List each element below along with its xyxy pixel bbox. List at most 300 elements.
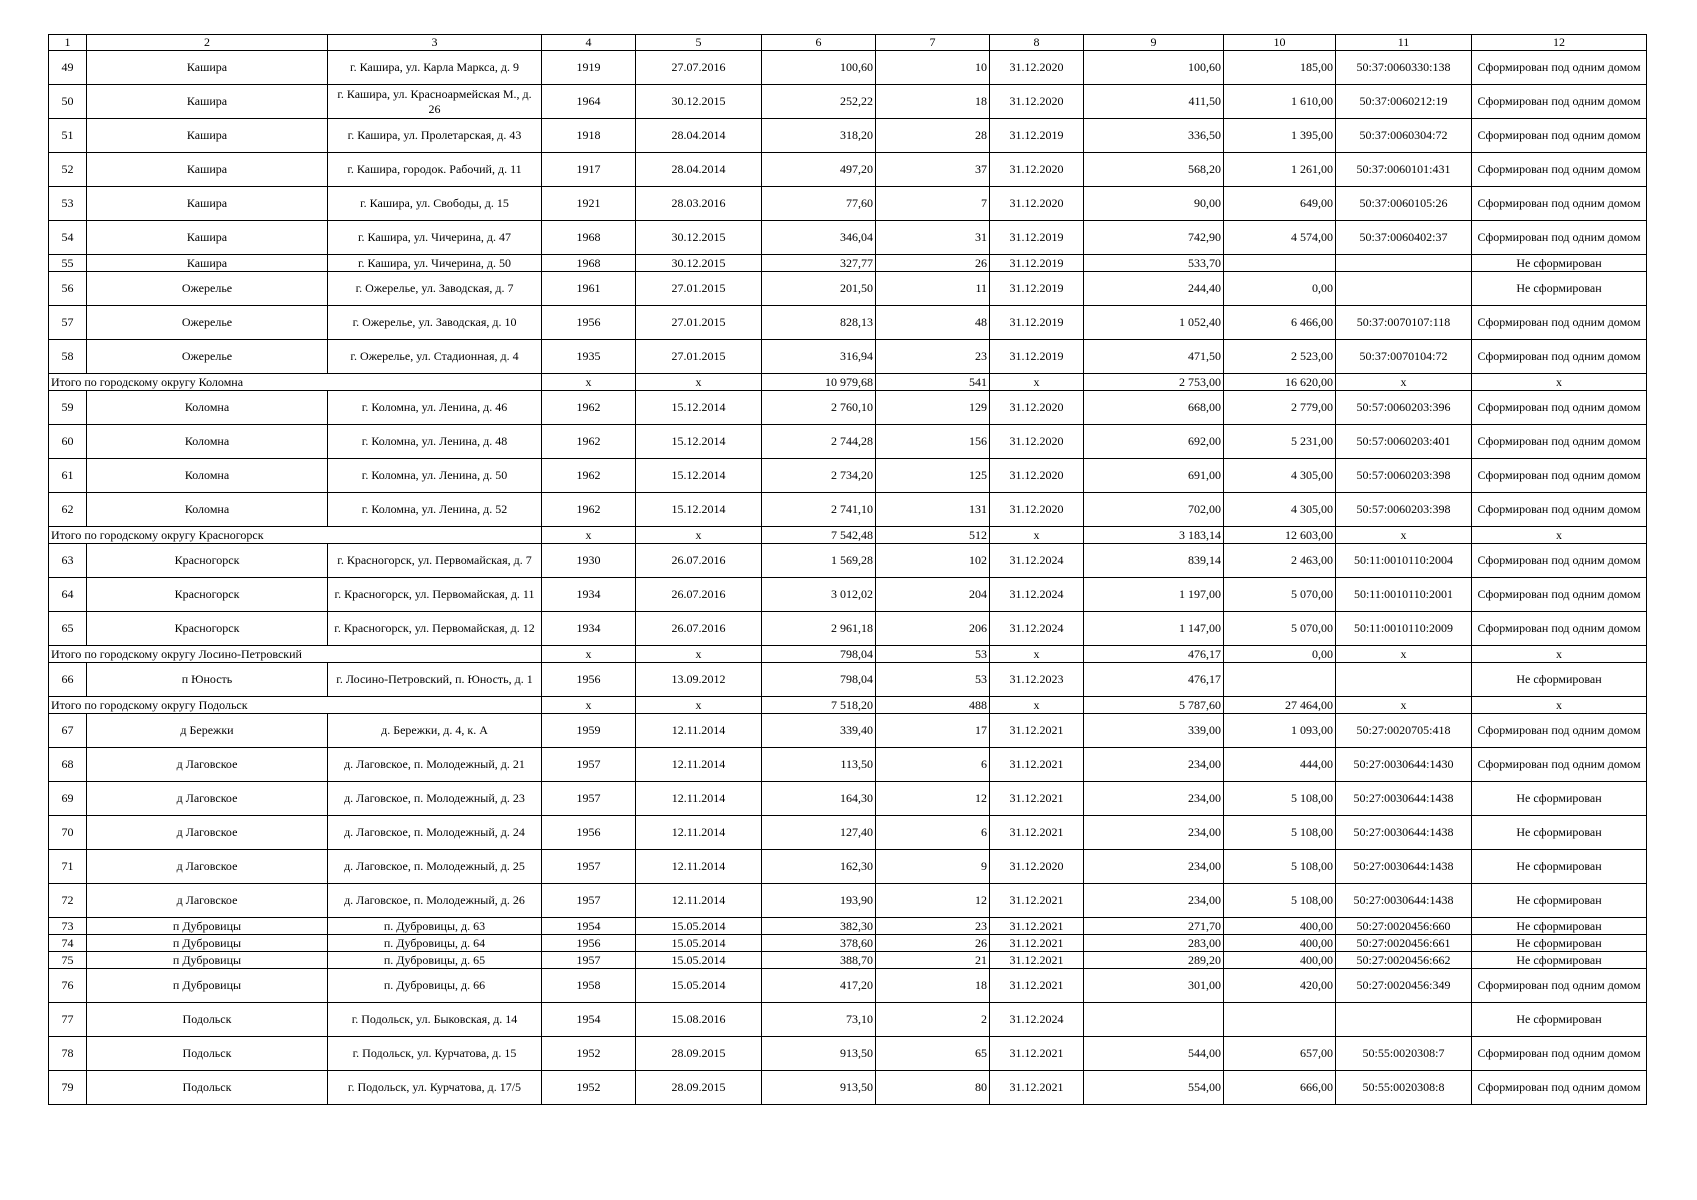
table-cell: Не сформирован [1472, 918, 1647, 935]
table-cell: 1964 [542, 85, 636, 119]
table-cell: 31 [876, 221, 990, 255]
table-row [49, 187, 1647, 221]
table-cell: 54 [49, 221, 87, 255]
table-cell: 73,10 [762, 1003, 876, 1037]
table-cell: г. Красногорск, ул. Первомайская, д. 12 [328, 612, 542, 646]
table-cell: 1962 [542, 459, 636, 493]
table-cell: Сформирован под одним домом [1472, 714, 1647, 748]
table-cell: г. Подольск, ул. Быковская, д. 14 [328, 1003, 542, 1037]
table-cell: Не сформирован [1472, 952, 1647, 969]
subtotal-cell: 2 753,00 [1084, 374, 1224, 391]
table-cell: г. Кашира, ул. Красноармейская М., д. 26 [328, 85, 542, 119]
table-cell: Кашира [87, 85, 328, 119]
table-cell: д Лаговское [87, 884, 328, 918]
table-cell: 30.12.2015 [636, 85, 762, 119]
table-cell: Сформирован под одним домом [1472, 306, 1647, 340]
table-cell: 48 [876, 306, 990, 340]
table-cell: 50:55:0020308:7 [1336, 1037, 1472, 1071]
table-cell: Сформирован под одним домом [1472, 119, 1647, 153]
table-cell: 80 [876, 1071, 990, 1105]
table-cell: 66 [49, 663, 87, 697]
table-cell: 21 [876, 952, 990, 969]
table-cell: 27.01.2015 [636, 272, 762, 306]
table-cell: 1954 [542, 1003, 636, 1037]
table-cell: д Лаговское [87, 782, 328, 816]
table-cell: д. Лаговское, п. Молодежный, д. 23 [328, 782, 542, 816]
table-cell: 12 [876, 782, 990, 816]
table-cell: 27.01.2015 [636, 340, 762, 374]
table-cell: 1957 [542, 782, 636, 816]
table-cell: 1918 [542, 119, 636, 153]
table-cell: 50:37:0060304:72 [1336, 119, 1472, 153]
subtotal-cell: 512 [876, 527, 990, 544]
table-cell: 1919 [542, 51, 636, 85]
table-cell: 244,40 [1084, 272, 1224, 306]
table-cell: п Дубровицы [87, 918, 328, 935]
table-cell: 5 108,00 [1224, 884, 1336, 918]
table-cell: 2 [876, 1003, 990, 1037]
table-cell: п. Дубровицы, д. 63 [328, 918, 542, 935]
table-cell: 388,70 [762, 952, 876, 969]
table-cell [1336, 255, 1472, 272]
table-cell: 26.07.2016 [636, 544, 762, 578]
table-cell: 6 [876, 816, 990, 850]
table-cell: 1956 [542, 306, 636, 340]
subtotal-cell: 488 [876, 697, 990, 714]
table-cell: 23 [876, 340, 990, 374]
table-cell [1084, 1003, 1224, 1037]
table-cell [1336, 663, 1472, 697]
table-row [49, 1037, 1647, 1071]
table-cell: 50:37:0070107:118 [1336, 306, 1472, 340]
table-cell: 17 [876, 714, 990, 748]
table-body [49, 35, 1647, 1105]
subtotal-cell: 798,04 [762, 646, 876, 663]
table-cell: 50:27:0030644:1438 [1336, 884, 1472, 918]
table-row [49, 544, 1647, 578]
table-cell: 50:57:0060203:398 [1336, 459, 1472, 493]
subtotal-cell: 27 464,00 [1224, 697, 1336, 714]
table-cell: 28.04.2014 [636, 153, 762, 187]
table-cell: 234,00 [1084, 850, 1224, 884]
table-row [49, 119, 1647, 153]
table-cell: 31.12.2020 [990, 850, 1084, 884]
table-row [49, 221, 1647, 255]
table-cell: 649,00 [1224, 187, 1336, 221]
subtotal-cell: 541 [876, 374, 990, 391]
table-cell: Кашира [87, 153, 328, 187]
table-cell: 301,00 [1084, 969, 1224, 1003]
table-cell: 666,00 [1224, 1071, 1336, 1105]
table-cell: г. Кашира, городок. Рабочий, д. 11 [328, 153, 542, 187]
table-cell: 18 [876, 85, 990, 119]
table-cell: 7 [876, 187, 990, 221]
subtotal-cell: 0,00 [1224, 646, 1336, 663]
table-cell: г. Ожерелье, ул. Заводская, д. 7 [328, 272, 542, 306]
table-cell: 1962 [542, 425, 636, 459]
table-cell: Сформирован под одним домом [1472, 612, 1647, 646]
table-cell: 31.12.2024 [990, 544, 1084, 578]
table-cell: 1956 [542, 935, 636, 952]
table-cell: Не сформирован [1472, 272, 1647, 306]
table-cell: 50:37:0070104:72 [1336, 340, 1472, 374]
table-cell: 62 [49, 493, 87, 527]
subtotal-label: Итого по городскому округу Красногорск [49, 527, 542, 544]
table-cell: 702,00 [1084, 493, 1224, 527]
table-cell: 13.09.2012 [636, 663, 762, 697]
table-cell: г. Подольск, ул. Курчатова, д. 17/5 [328, 1071, 542, 1105]
column-number-cell: 3 [328, 35, 542, 51]
table-cell: 15.05.2014 [636, 969, 762, 1003]
table-cell: 1956 [542, 663, 636, 697]
table-cell: 50:27:0030644:1430 [1336, 748, 1472, 782]
table-cell: 420,00 [1224, 969, 1336, 1003]
table-cell: г. Кашира, ул. Чичерина, д. 50 [328, 255, 542, 272]
table-cell: п. Дубровицы, д. 66 [328, 969, 542, 1003]
subtotal-cell: х [636, 646, 762, 663]
table-row [49, 884, 1647, 918]
table-cell: 61 [49, 459, 87, 493]
table-cell: 49 [49, 51, 87, 85]
subtotal-cell: х [542, 527, 636, 544]
subtotal-cell: х [990, 374, 1084, 391]
table-cell: 5 108,00 [1224, 850, 1336, 884]
table-cell: Сформирован под одним домом [1472, 187, 1647, 221]
subtotal-cell: х [1336, 374, 1472, 391]
table-cell: Коломна [87, 493, 328, 527]
table-cell: 15.05.2014 [636, 918, 762, 935]
table-cell: 336,50 [1084, 119, 1224, 153]
column-number-cell: 9 [1084, 35, 1224, 51]
table-cell: Подольск [87, 1037, 328, 1071]
table-cell: 77,60 [762, 187, 876, 221]
table-cell: 691,00 [1084, 459, 1224, 493]
table-cell: 31.12.2023 [990, 663, 1084, 697]
table-cell: 1930 [542, 544, 636, 578]
table-cell: 28.09.2015 [636, 1071, 762, 1105]
column-number-cell: 10 [1224, 35, 1336, 51]
table-cell: г. Красногорск, ул. Первомайская, д. 7 [328, 544, 542, 578]
table-cell: 5 108,00 [1224, 816, 1336, 850]
table-cell: 9 [876, 850, 990, 884]
column-number-cell: 1 [49, 35, 87, 51]
table-cell: 15.08.2016 [636, 1003, 762, 1037]
table-cell: 1 261,00 [1224, 153, 1336, 187]
table-cell: Красногорск [87, 544, 328, 578]
table-cell: д Лаговское [87, 748, 328, 782]
table-cell: Не сформирован [1472, 255, 1647, 272]
table-cell: 289,20 [1084, 952, 1224, 969]
table-cell: 3 012,02 [762, 578, 876, 612]
table-cell: 31.12.2021 [990, 969, 1084, 1003]
table-cell: 31.12.2020 [990, 425, 1084, 459]
table-row [49, 969, 1647, 1003]
table-cell: п Дубровицы [87, 969, 328, 1003]
table-row [49, 391, 1647, 425]
table-cell: 127,40 [762, 816, 876, 850]
subtotal-cell: 53 [876, 646, 990, 663]
subtotal-label: Итого по городскому округу Коломна [49, 374, 542, 391]
table-cell: 10 [876, 51, 990, 85]
table-cell: г. Лосино-Петровский, п. Юность, д. 1 [328, 663, 542, 697]
table-cell: 4 574,00 [1224, 221, 1336, 255]
table-cell: 913,50 [762, 1071, 876, 1105]
table-cell: Сформирован под одним домом [1472, 391, 1647, 425]
housing-table [48, 34, 1647, 1105]
subtotal-cell: х [990, 646, 1084, 663]
table-cell: 1 569,28 [762, 544, 876, 578]
table-cell: Ожерелье [87, 272, 328, 306]
table-cell: д. Бережки, д. 4, к. А [328, 714, 542, 748]
table-row [49, 748, 1647, 782]
table-row [49, 935, 1647, 952]
table-cell: 65 [876, 1037, 990, 1071]
table-cell: 50:11:0010110:2009 [1336, 612, 1472, 646]
table-cell: 339,00 [1084, 714, 1224, 748]
subtotal-cell: х [636, 374, 762, 391]
table-cell: г. Красногорск, ул. Первомайская, д. 11 [328, 578, 542, 612]
subtotal-cell: 10 979,68 [762, 374, 876, 391]
table-cell: 52 [49, 153, 87, 187]
table-cell: 28.09.2015 [636, 1037, 762, 1071]
table-cell: 476,17 [1084, 663, 1224, 697]
table-cell: д Лаговское [87, 816, 328, 850]
table-cell: 1959 [542, 714, 636, 748]
column-number-cell: 4 [542, 35, 636, 51]
table-row [49, 782, 1647, 816]
subtotal-cell: х [542, 697, 636, 714]
subtotal-row [49, 697, 1647, 714]
table-cell: п. Дубровицы, д. 65 [328, 952, 542, 969]
subtotal-cell: х [990, 527, 1084, 544]
table-cell [1224, 663, 1336, 697]
table-row [49, 51, 1647, 85]
table-cell: 5 108,00 [1224, 782, 1336, 816]
table-cell: 201,50 [762, 272, 876, 306]
table-cell: 12.11.2014 [636, 782, 762, 816]
subtotal-label: Итого по городскому округу Подольск [49, 697, 542, 714]
column-number-cell: 11 [1336, 35, 1472, 51]
table-cell: 657,00 [1224, 1037, 1336, 1071]
table-cell: 28.03.2016 [636, 187, 762, 221]
table-cell: 51 [49, 119, 87, 153]
subtotal-cell: х [1472, 527, 1647, 544]
table-cell: 1956 [542, 816, 636, 850]
table-cell: 26.07.2016 [636, 578, 762, 612]
table-cell: 50:37:0060105:26 [1336, 187, 1472, 221]
table-cell: Коломна [87, 425, 328, 459]
table-cell [1224, 1003, 1336, 1037]
table-cell: 31.12.2019 [990, 306, 1084, 340]
table-cell: 1 197,00 [1084, 578, 1224, 612]
subtotal-cell: 3 183,14 [1084, 527, 1224, 544]
table-cell: 6 [876, 748, 990, 782]
table-cell: 15.12.2014 [636, 459, 762, 493]
table-cell: 1 147,00 [1084, 612, 1224, 646]
table-cell: 1935 [542, 340, 636, 374]
table-cell: Не сформирован [1472, 884, 1647, 918]
table-cell: Сформирован под одним домом [1472, 748, 1647, 782]
subtotal-cell: х [1336, 527, 1472, 544]
table-cell: Сформирован под одним домом [1472, 340, 1647, 374]
table-cell: 1957 [542, 952, 636, 969]
column-number-cell: 7 [876, 35, 990, 51]
table-cell: 568,20 [1084, 153, 1224, 187]
table-cell: 913,50 [762, 1037, 876, 1071]
table-cell: г. Ожерелье, ул. Стадионная, д. 4 [328, 340, 542, 374]
table-cell: 12.11.2014 [636, 816, 762, 850]
table-cell: 346,04 [762, 221, 876, 255]
table-cell: 798,04 [762, 663, 876, 697]
table-row [49, 578, 1647, 612]
table-cell: 28 [876, 119, 990, 153]
table-cell: 31.12.2021 [990, 714, 1084, 748]
table-cell: Кашира [87, 119, 328, 153]
table-cell: Подольск [87, 1071, 328, 1105]
table-row [49, 425, 1647, 459]
table-cell: 50:11:0010110:2001 [1336, 578, 1472, 612]
subtotal-cell: х [1336, 697, 1472, 714]
table-cell: 2 779,00 [1224, 391, 1336, 425]
subtotal-cell: 7 542,48 [762, 527, 876, 544]
table-cell: г. Коломна, ул. Ленина, д. 46 [328, 391, 542, 425]
table-cell: Не сформирован [1472, 816, 1647, 850]
table-cell: 1968 [542, 221, 636, 255]
table-cell: 2 961,18 [762, 612, 876, 646]
table-cell: д. Лаговское, п. Молодежный, д. 21 [328, 748, 542, 782]
table-cell: 252,22 [762, 85, 876, 119]
table-row [49, 459, 1647, 493]
table-cell: Сформирован под одним домом [1472, 1071, 1647, 1105]
subtotal-cell: х [542, 374, 636, 391]
table-cell: 1958 [542, 969, 636, 1003]
table-cell: 1952 [542, 1071, 636, 1105]
table-cell: 18 [876, 969, 990, 1003]
table-cell: 318,20 [762, 119, 876, 153]
table-cell: 206 [876, 612, 990, 646]
table-cell: 50:27:0020456:660 [1336, 918, 1472, 935]
subtotal-cell: 476,17 [1084, 646, 1224, 663]
table-cell: 55 [49, 255, 87, 272]
table-cell: 31.12.2020 [990, 51, 1084, 85]
table-cell: 50:27:0020456:661 [1336, 935, 1472, 952]
table-cell: 234,00 [1084, 884, 1224, 918]
subtotal-cell: х [636, 697, 762, 714]
table-cell: п Дубровицы [87, 952, 328, 969]
table-cell: Ожерелье [87, 340, 328, 374]
table-cell: Кашира [87, 221, 328, 255]
table-cell: 31.12.2019 [990, 119, 1084, 153]
table-cell: д. Лаговское, п. Молодежный, д. 25 [328, 850, 542, 884]
table-cell: 50:37:0060101:431 [1336, 153, 1472, 187]
table-cell: Сформирован под одним домом [1472, 51, 1647, 85]
table-cell: 400,00 [1224, 935, 1336, 952]
table-cell: 113,50 [762, 748, 876, 782]
table-cell: 411,50 [1084, 85, 1224, 119]
table-cell: 60 [49, 425, 87, 459]
column-number-cell: 8 [990, 35, 1084, 51]
table-cell: г. Кашира, ул. Чичерина, д. 47 [328, 221, 542, 255]
table-cell: 73 [49, 918, 87, 935]
subtotal-cell: 5 787,60 [1084, 697, 1224, 714]
subtotal-row [49, 527, 1647, 544]
table-cell: 271,70 [1084, 918, 1224, 935]
table-cell: Подольск [87, 1003, 328, 1037]
table-cell: д. Лаговское, п. Молодежный, д. 26 [328, 884, 542, 918]
table-cell: г. Кашира, ул. Пролетарская, д. 43 [328, 119, 542, 153]
table-cell: д Бережки [87, 714, 328, 748]
table-cell: 23 [876, 918, 990, 935]
table-cell: 50:27:0030644:1438 [1336, 816, 1472, 850]
table-cell: 533,70 [1084, 255, 1224, 272]
table-cell: Не сформирован [1472, 935, 1647, 952]
table-cell: 12.11.2014 [636, 884, 762, 918]
table-cell: 164,30 [762, 782, 876, 816]
table-row [49, 272, 1647, 306]
table-cell: 692,00 [1084, 425, 1224, 459]
table-cell: 193,90 [762, 884, 876, 918]
table-cell: 1962 [542, 391, 636, 425]
table-cell: 234,00 [1084, 782, 1224, 816]
table-cell: 4 305,00 [1224, 493, 1336, 527]
table-cell: 50 [49, 85, 87, 119]
table-cell: 53 [49, 187, 87, 221]
table-row [49, 714, 1647, 748]
table-cell: 1954 [542, 918, 636, 935]
table-cell: 69 [49, 782, 87, 816]
table-cell: Не сформирован [1472, 850, 1647, 884]
table-cell [1224, 255, 1336, 272]
table-cell: 12.11.2014 [636, 714, 762, 748]
table-cell: 1962 [542, 493, 636, 527]
table-cell: 31.12.2021 [990, 918, 1084, 935]
table-cell: 64 [49, 578, 87, 612]
table-row [49, 153, 1647, 187]
table-cell: 129 [876, 391, 990, 425]
table-row [49, 663, 1647, 697]
table-cell: г. Кашира, ул. Свободы, д. 15 [328, 187, 542, 221]
table-cell: 50:57:0060203:396 [1336, 391, 1472, 425]
table-cell: 56 [49, 272, 87, 306]
table-cell: 668,00 [1084, 391, 1224, 425]
table-row [49, 85, 1647, 119]
table-cell: 0,00 [1224, 272, 1336, 306]
table-cell: 50:27:0020456:349 [1336, 969, 1472, 1003]
table-cell: 1934 [542, 578, 636, 612]
table-cell: 417,20 [762, 969, 876, 1003]
table-cell: 15.05.2014 [636, 952, 762, 969]
table-cell: Сформирован под одним домом [1472, 459, 1647, 493]
table-cell: 1957 [542, 748, 636, 782]
table-row [49, 1003, 1647, 1037]
table-cell: Сформирован под одним домом [1472, 493, 1647, 527]
table-cell: г. Ожерелье, ул. Заводская, д. 10 [328, 306, 542, 340]
table-cell: 50:37:0060402:37 [1336, 221, 1472, 255]
table-cell: 15.12.2014 [636, 391, 762, 425]
table-cell: 1957 [542, 850, 636, 884]
table-cell: 15.12.2014 [636, 493, 762, 527]
table-cell: 67 [49, 714, 87, 748]
table-cell: 2 523,00 [1224, 340, 1336, 374]
table-cell: 27.01.2015 [636, 306, 762, 340]
table-cell: 50:57:0060203:401 [1336, 425, 1472, 459]
column-number-cell: 12 [1472, 35, 1647, 51]
table-cell: Сформирован под одним домом [1472, 969, 1647, 1003]
table-cell: 31.12.2021 [990, 782, 1084, 816]
table-cell: 50:27:0030644:1438 [1336, 850, 1472, 884]
table-cell: 544,00 [1084, 1037, 1224, 1071]
table-cell: 31.12.2020 [990, 85, 1084, 119]
